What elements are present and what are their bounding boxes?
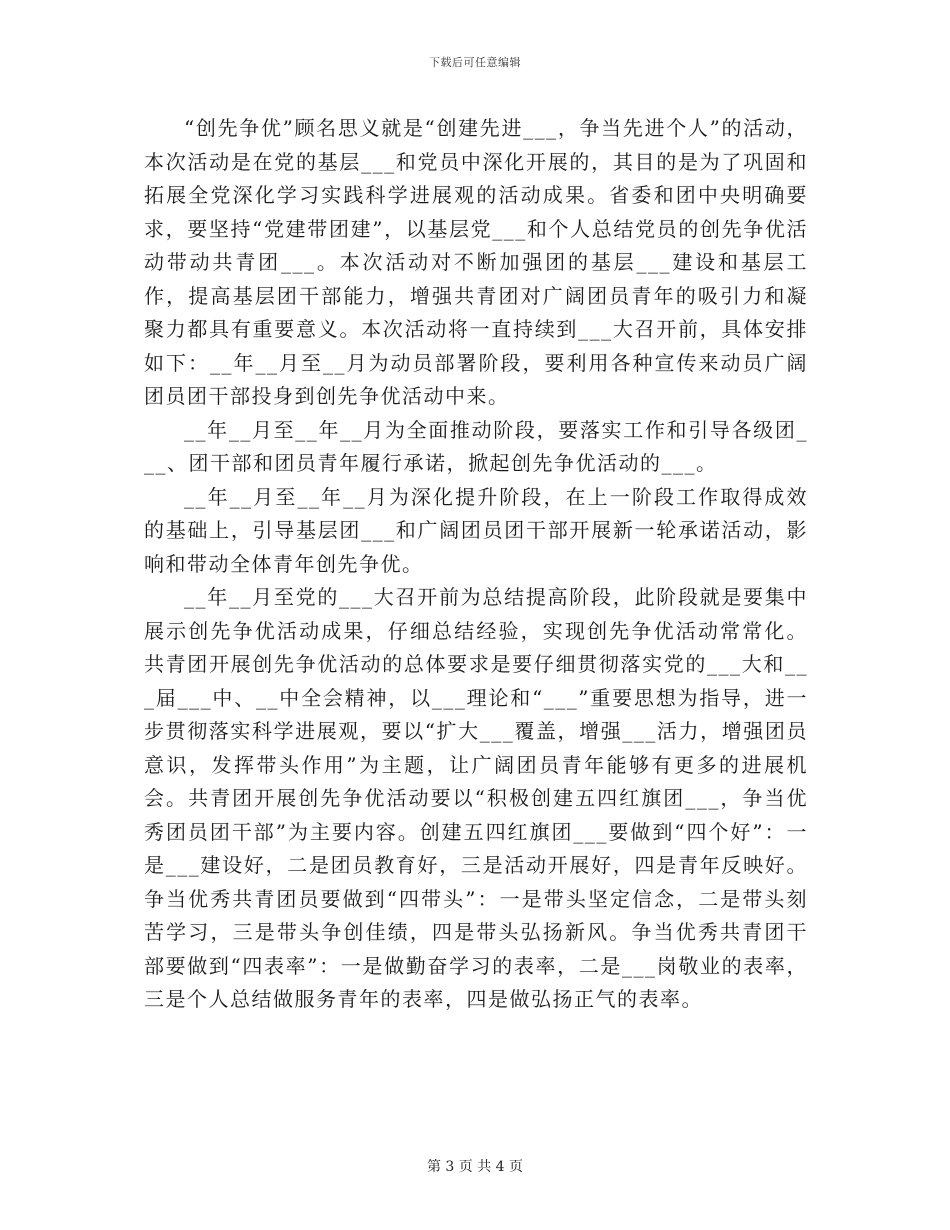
paragraph-1: “创先争优”顾名思义就是“创建先进___，争当先进个人”的活动，本次活动是在党的基层___和党员中深化开展的，其目的是为了巩固和拓展全党深化学习实践科学进展观的活动成果。省委和团中央明确要求，要坚持“党建带团建”，以基层党___和个人总结党员的创先争优活动带动共青团___。本次活动对不断加强团的基层___建设和基层工作，提高基层团干部能力，增强共青团对广阔团员青年的吸引力和凝聚力都具有重要意义。本次活动将一直持续到___大召开前，具体安排如下：__年__月至__月为动员部署阶段，要利用各种宣传来动员广阔团员团干部投身到创先争优活动中来。 (144, 116, 808, 408)
page-number: 第 3 页 共 4 页 (426, 1159, 524, 1175)
paragraph-4: __年__月至党的___大召开前为总结提高阶段，此阶段就是要集中展示创先争优活动成果，仔细总结经验，实现创先争优活动常常化。共青团开展创先争优活动的总体要求是要仔细贯彻落实党的___大和___届___中、__中全会精神，以___理论和“___”重要思想为指导，进一步贯彻落实科学进展观，要以“扩大___覆盖，增强___活力，增强团员意识，发挥带头作用”为主题，让广阔团员青年能够有更多的进展机会。共青团开展创先争优活动要以“积极创建五四红旗团___，争当优秀团员团干部”为主要内容。创建五四红旗团___要做到“四个好”：一是___建设好，二是团员教育好，三是活动开展好，四是青年反映好。争当优秀共青团员要做到“四带头”：一是带头坚定信念，二是带头刻苦学习，三是带头争创佳绩，四是带头弘扬新风。争当优秀共青团干部要做到“四表率”：一是做勤奋学习的表率，二是___岗敬业的表率，三是个人总结做服务青年的表率，四是做弘扬正气的表率。 (144, 585, 808, 1011)
page-header: 下载后可任意编辑 (429, 56, 521, 69)
document-body (144, 112, 808, 1017)
paragraph-2: __年__月至__年__月为全面推动阶段，要落实工作和引导各级团___、团干部和团员青年履行承诺，掀起创先争优活动的___。 (144, 417, 808, 475)
paragraph-3: __年__月至__年__月为深化提升阶段，在上一阶段工作取得成效的基础上，引导基层团___和广阔团员团干部开展新一轮承诺活动，影响和带动全体青年创先争优。 (144, 484, 808, 576)
